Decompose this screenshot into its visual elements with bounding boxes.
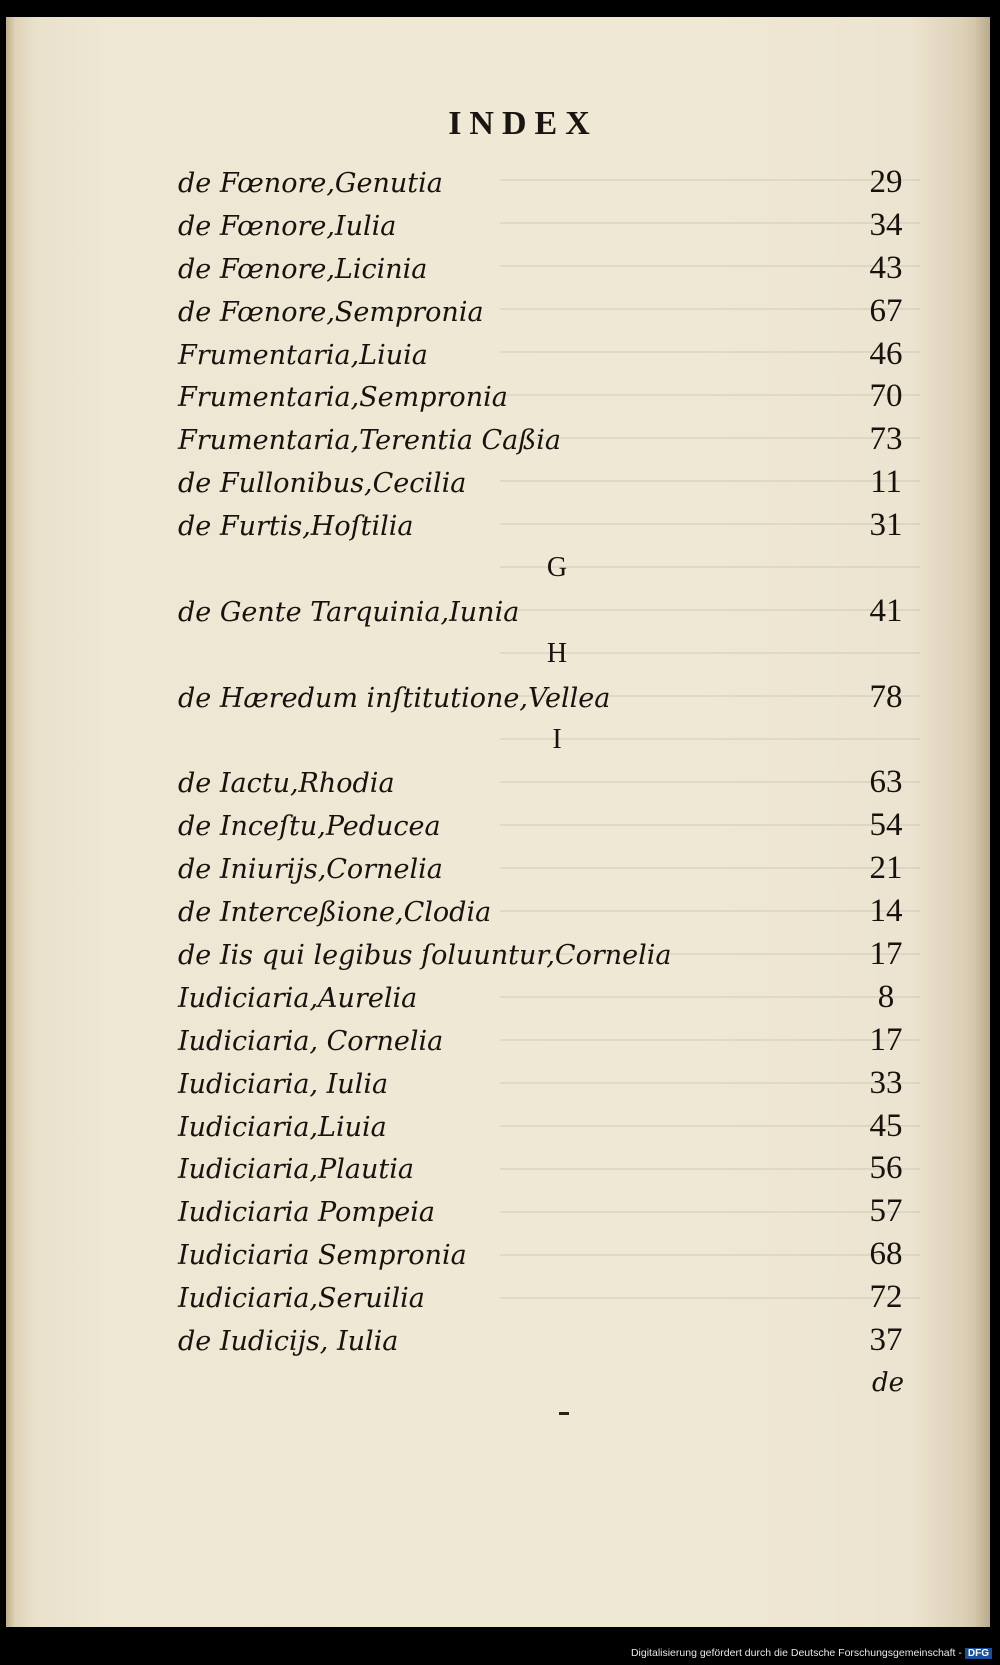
credit-text: Digitalisierung gefördert durch die Deutsche Forschungsgemeinschaft -	[630, 1647, 962, 1659]
entry-page-number: 78	[869, 678, 903, 715]
entry-page-number: 63	[869, 764, 903, 801]
index-entry	[178, 290, 916, 333]
entry-title: de Fullonibus,Cecilia	[178, 468, 467, 500]
index-entry	[178, 933, 916, 976]
entry-title: de Fœnore,Sempronia	[178, 296, 484, 328]
entry-page-number: 70	[869, 378, 903, 415]
entry-page-number: 73	[869, 421, 903, 458]
index-entry	[178, 590, 916, 633]
index-entry	[178, 804, 916, 847]
book-page	[6, 17, 990, 1627]
entry-title: de Fœnore,Iulia	[178, 210, 397, 242]
entry-title: de Iis qui legibus ſoluuntur,Cornelia	[178, 940, 672, 972]
index-entry	[178, 1019, 916, 1062]
section-letter: I	[552, 723, 562, 755]
index-entry	[178, 333, 916, 376]
entry-title: de Fœnore,Licinia	[178, 253, 428, 285]
index-entry	[178, 1062, 916, 1105]
entry-title: de Fœnore,Genutia	[178, 168, 443, 199]
entry-title: Iudiciaria,Plautia	[178, 1154, 414, 1186]
catchword: de	[871, 1367, 904, 1398]
entry-page-number: 17	[869, 936, 903, 973]
entry-page-number: 57	[869, 1193, 903, 1230]
index-entry	[178, 1276, 916, 1319]
entry-page-number: 21	[869, 850, 903, 887]
section-letter: G	[546, 552, 568, 584]
entry-page-number: 45	[869, 1107, 903, 1144]
entry-page-number: 67	[869, 292, 903, 329]
entry-title: de Interceßione,Clodia	[178, 897, 492, 929]
page-heading: INDEX	[448, 105, 598, 142]
entry-page-number: 37	[869, 1322, 903, 1359]
entry-page-number: 54	[869, 807, 903, 844]
entry-page-number: 43	[869, 249, 903, 286]
index-entry	[178, 461, 916, 504]
index-entry	[178, 890, 916, 933]
entry-title: Iudiciaria Pompeia	[178, 1197, 435, 1229]
index-entry	[178, 375, 916, 418]
index-entry	[178, 676, 916, 719]
entry-title: de Furtis,Hoſtilia	[178, 511, 414, 543]
entry-title: Iudiciaria, Cornelia	[178, 1025, 444, 1057]
entry-page-number: 11	[870, 464, 902, 501]
entry-title: de Iniurijs,Cornelia	[178, 854, 443, 886]
entry-title: de Inceſtu,Peducea	[178, 811, 441, 843]
entry-title: de Iudicijs, Iulia	[178, 1326, 399, 1358]
index-entry	[178, 1105, 916, 1148]
ink-mark	[559, 1412, 569, 1415]
index-entry	[178, 504, 916, 547]
entry-page-number: 41	[869, 592, 903, 629]
entry-page-number: 14	[869, 893, 903, 930]
digitization-credit	[631, 1647, 992, 1659]
entry-title: Iudiciaria,Liuia	[178, 1111, 387, 1143]
entry-title: Iudiciaria,Seruilia	[178, 1283, 425, 1315]
index-entry	[178, 847, 916, 890]
entry-page-number: 72	[869, 1279, 903, 1316]
entry-page-number: 34	[869, 206, 903, 243]
entry-page-number: 31	[869, 507, 903, 544]
entry-title: Iudiciaria Sempronia	[178, 1240, 467, 1272]
entry-page-number: 29	[869, 164, 903, 200]
index-entry	[178, 1147, 916, 1190]
index-entry	[178, 1233, 916, 1276]
entry-page-number: 8	[877, 978, 895, 1015]
dfg-logo: DFG	[965, 1648, 992, 1659]
index-entry	[178, 204, 916, 247]
entry-title: de Hæredum inſtitutione,Vellea	[178, 682, 611, 714]
entry-page-number: 56	[869, 1150, 903, 1187]
page-fore-edge	[976, 17, 990, 1627]
entry-page-number: 46	[869, 335, 903, 372]
entry-title: Frumentaria,Terentia Caßia	[178, 425, 562, 457]
index-entry	[178, 761, 916, 804]
index-entry	[178, 418, 916, 461]
index-entry	[178, 161, 916, 204]
index-entry	[178, 247, 916, 290]
entry-title: Frumentaria,Sempronia	[178, 382, 508, 414]
entry-page-number: 33	[869, 1064, 903, 1101]
entry-title: Frumentaria,Liuia	[178, 339, 428, 371]
entry-title: Iudiciaria, Iulia	[178, 1068, 389, 1100]
entry-page-number: 68	[869, 1236, 903, 1273]
entry-title: de Gente Tarquinia,Iunia	[178, 596, 520, 628]
entry-title: de Iactu,Rhodia	[178, 768, 395, 800]
entry-page-number: 17	[869, 1021, 903, 1058]
index-list	[178, 161, 916, 1405]
section-letter: H	[546, 637, 568, 669]
index-entry	[178, 1319, 916, 1362]
index-entry	[178, 976, 916, 1019]
index-entry	[178, 1190, 916, 1233]
page-gutter	[6, 17, 16, 1627]
entry-title: Iudiciaria,Aurelia	[178, 982, 418, 1014]
